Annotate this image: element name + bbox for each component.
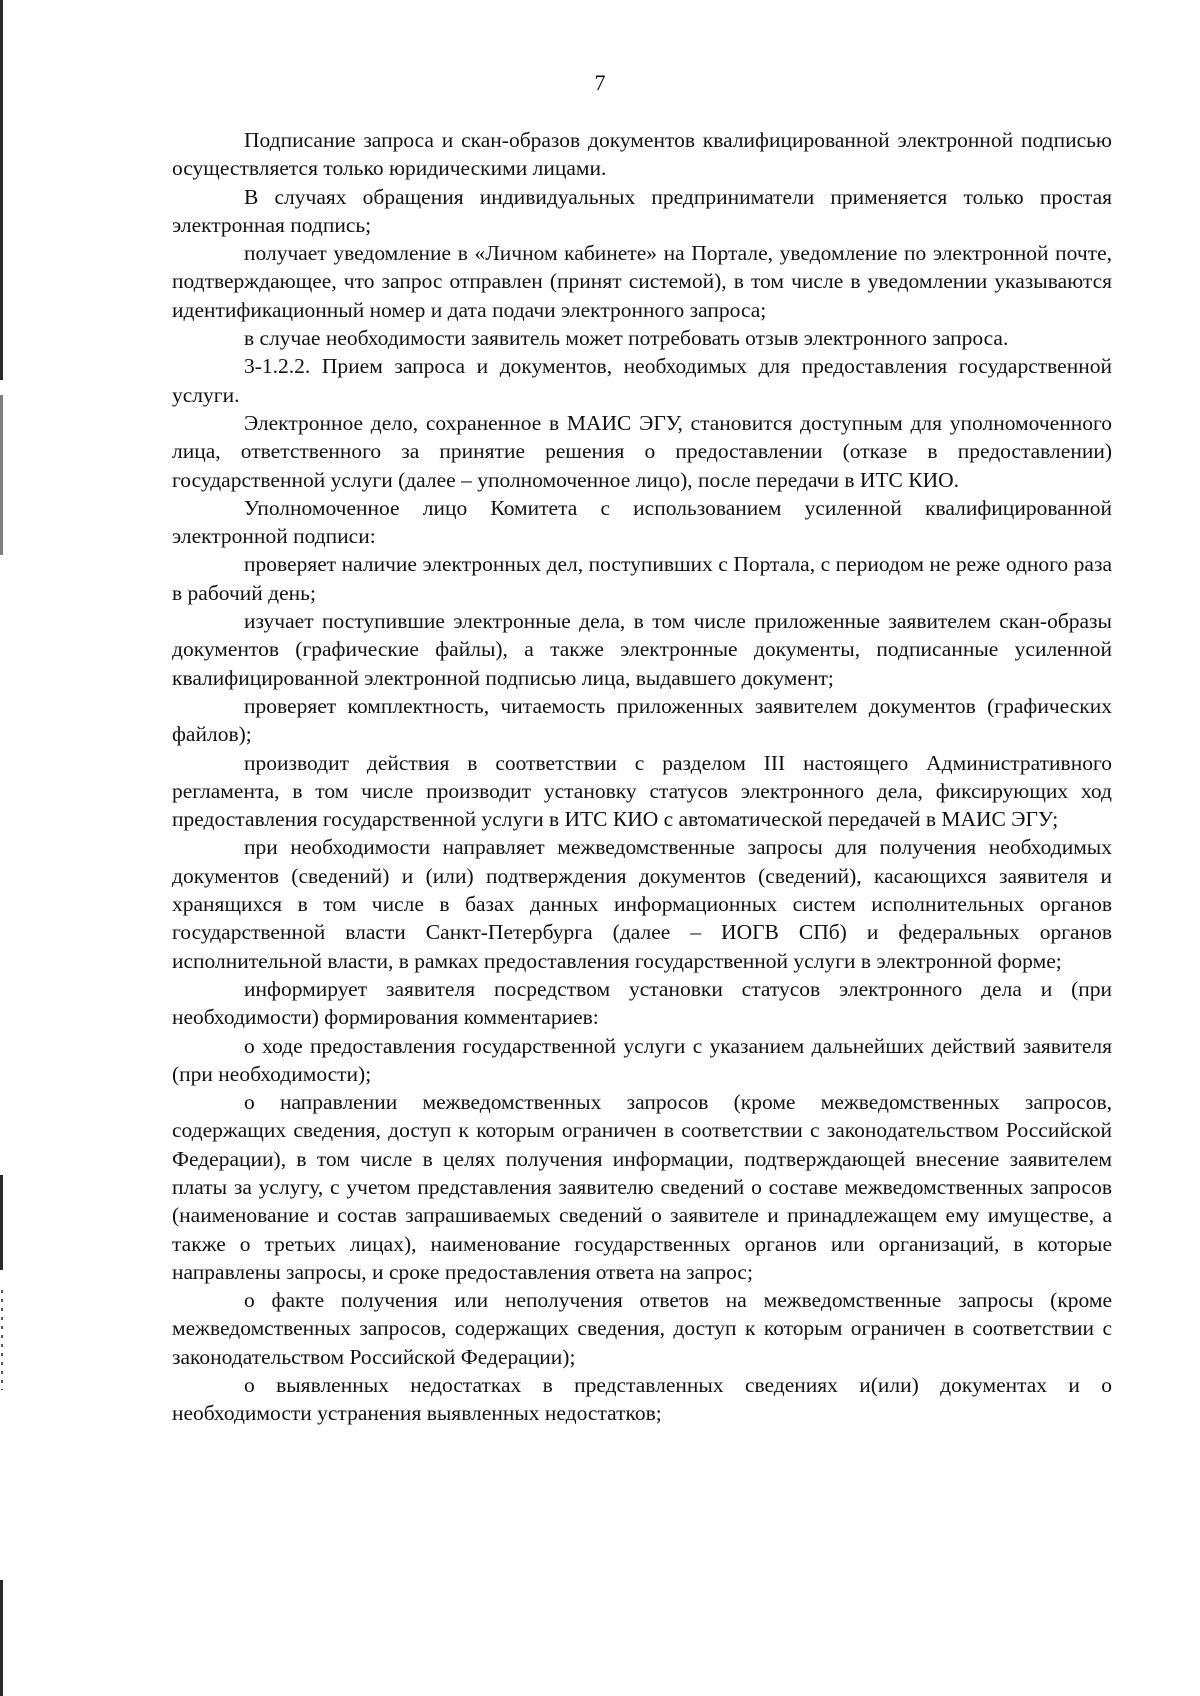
paragraph: в случае необходимости заявитель может потребовать отзыв электронного запроса.: [244, 326, 1009, 351]
paragraph: В случаях обращения индивидуальных предприниматели применяется только простая электронная подпись;: [172, 184, 1112, 237]
scan-edge-shadow: [0, 1580, 3, 1696]
page-number: 7: [594, 70, 606, 95]
scan-edge-noise: [1, 1290, 3, 1390]
paragraph: проверяет комплектность, читаемость приложенных заявителем документов (графических файлов);: [172, 693, 1112, 747]
paragraph: информирует заявителя посредством установки статусов электронного дела и (при необходимости) формирования комментариев:: [172, 976, 1112, 1030]
paragraph: о направлении межведомственных запросов (кроме межведомственных запросов, содержащих сведения, доступ к которым ограничен в соответствии с законодательством Российской Федерации), в том числе в целях получения информации, подтверждающей внесение заявителем платы за услугу, с учетом представления заявителю сведений о составе межведомственных запросов (наименование и состав запрашиваемых сведений о заявителе и принадлежащем ему имуществе, а также о третьих лицах), наименование государственных органов или организаций, в которые направлены запросы, и сроке предоставления ответа на запрос;: [172, 1090, 1112, 1284]
paragraph: 3-1.2.2. Прием запроса и документов, необходимых для предоставления государственной услуги.: [172, 354, 1112, 407]
paragraph: при необходимости направляет межведомственные запросы для получения необходимых документов (сведений) и (или) подтверждения документов (сведений), касающихся заявителя и хранящихся в том числе в базах данных информационных систем исполнительных органов государственной власти Санкт-Петербурга (далее – ИОГВ СПб) и федеральных органов исполнительной власти, в рамках предоставления государственной услуги в электронной форме;: [172, 835, 1112, 973]
paragraph: проверяет наличие электронных дел, поступивших с Портала, с периодом не реже одного раза в рабочий день;: [172, 552, 1112, 605]
paragraph: о факте получения или неполучения ответов на межведомственные запросы (кроме межведомственных запросов, содержащих сведения, доступ к которым ограничен в соответствии с законодательством Российской Федерации);: [172, 1288, 1112, 1369]
scan-edge-shadow: [0, 0, 3, 380]
scan-edge-shadow: [0, 1175, 3, 1270]
document-body: [172, 126, 1112, 1428]
paragraph: Уполномоченное лицо Комитета с использованием усиленной квалифицированной электронной подписи:: [172, 495, 1112, 549]
paragraph: о выявленных недостатках в представленных сведениях и(или) документах и о необходимости устранения выявленных недостатков;: [172, 1373, 1112, 1426]
paragraph: Электронное дело, сохраненное в МАИС ЭГУ, становится доступным для уполномоченного лица, ответственного за принятие решения о предоставлении (отказе в предоставлении) государственной услуги (далее – уполномоченное лицо), после передачи в ИТС КИО.: [172, 410, 1112, 492]
paragraph: изучает поступившие электронные дела, в том числе приложенные заявителем скан-образы документов (графические файлы), а также электронные документы, подписанные усиленной квалифицированной электронной подписью лица, выдавшего документ;: [172, 609, 1112, 690]
paragraph: Подписание запроса и скан-образов документов квалифицированной электронной подписью осуществляется только юридическими лицами.: [172, 128, 1112, 181]
paragraph: о ходе предоставления государственной услуги с указанием дальнейших действий заявителя (при необходимости);: [172, 1033, 1112, 1086]
paragraph: получает уведомление в «Личном кабинете» на Портале, уведомление по электронной почте, подтверждающее, что запрос отправлен (принят системой), в том числе в уведомлении указываются идентификационный номер и дата подачи электронного запроса;: [172, 241, 1112, 322]
paragraph: производит действия в соответствии с разделом III настоящего Административного регламента, в том числе производит установку статусов электронного дела, фиксирующих ход предоставления государственной услуги в ИТС КИО с автоматической передачей в МАИС ЭГУ;: [172, 750, 1112, 832]
scan-edge-shadow: [0, 395, 3, 555]
